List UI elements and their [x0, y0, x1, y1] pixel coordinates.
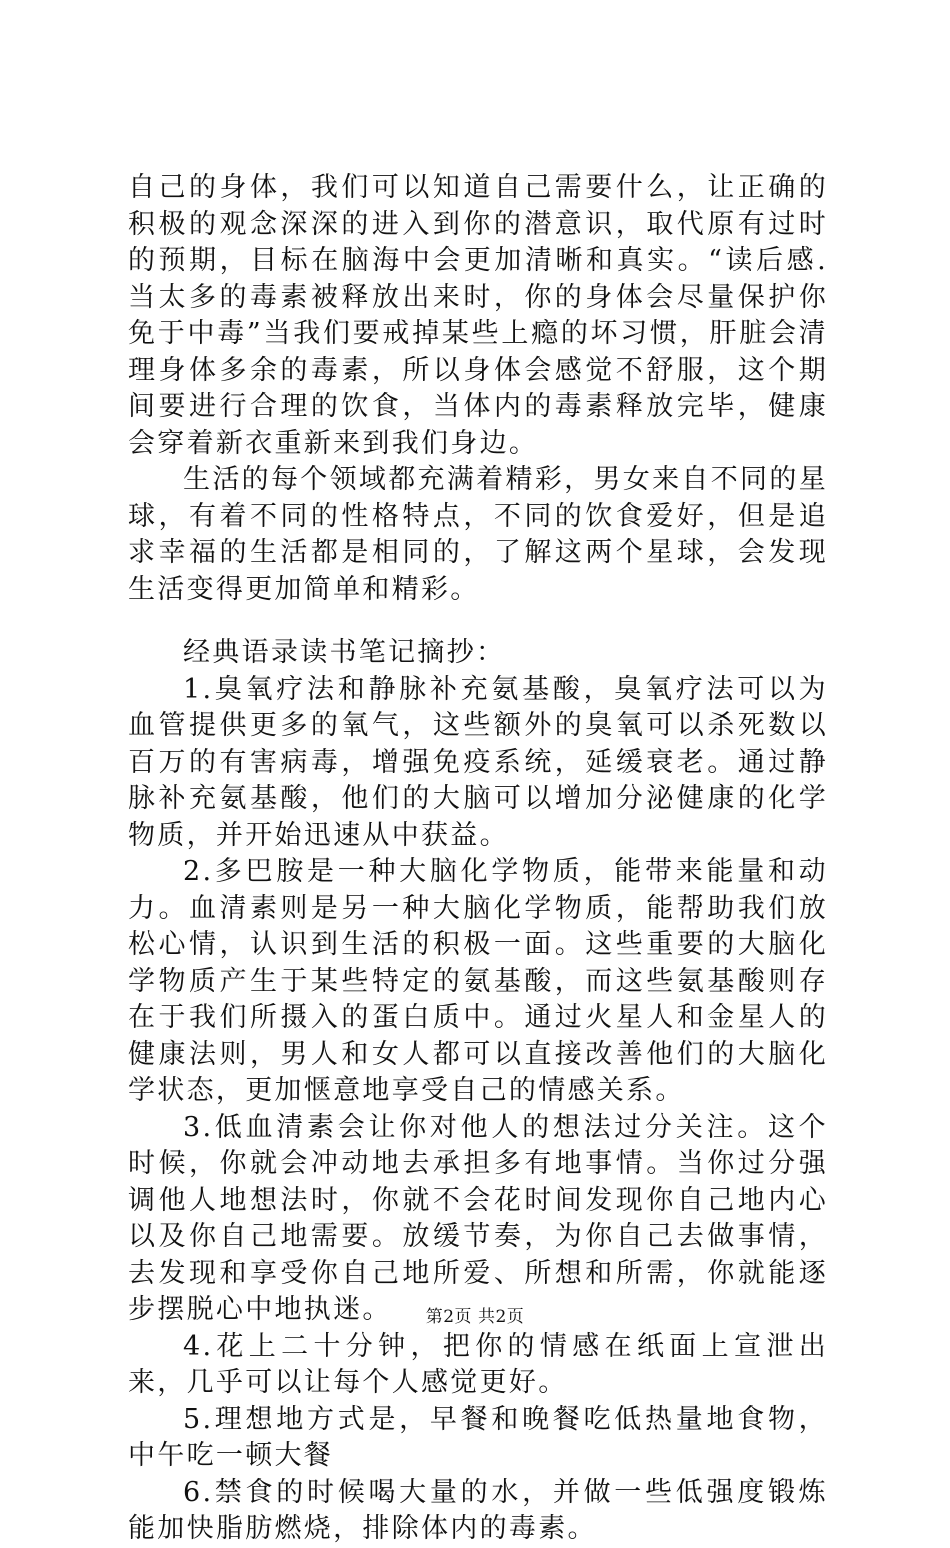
section-heading: 经典语录读书笔记摘抄：: [183, 637, 506, 668]
quote-item-2: 2.多巴胺是一种大脑化学物质，能带来能量和动力。血清素则是另一种大脑化学物质，能帮助我们放松心情，认识到生活的积极一面。这些重要的大脑化学物质产生于某些特定的氨基酸，而这些氨基酸则存在于我们所摄入的蛋白质中。通过火星人和金星人的健康法则，男人和女人都可以直接改善他们的大脑化学状态，更加惬意地享受自己的情感关系。: [128, 856, 828, 1106]
paragraph-gap: [128, 608, 828, 635]
page-footer: 第2页 共2页: [425, 1307, 525, 1327]
quote-item-4: 4.花上二十分钟，把你的情感在纸面上宣泄出来，几乎可以让每个人感觉更好。: [128, 1330, 828, 1398]
quote-item-5: 5.理想地方式是，早餐和晚餐吃低热量地食物，中午吃一顿大餐: [128, 1403, 828, 1471]
quote-item-6: 6.禁食的时候喝大量的水，并做一些低强度锻炼能加快脂肪燃烧，排除体内的毒素。: [128, 1476, 828, 1544]
document-body: [128, 170, 828, 1548]
quote-item-1: 1.臭氧疗法和静脉补充氨基酸，臭氧疗法可以为血管提供更多的氧气，这些额外的臭氧可以杀死数以百万的有害病毒，增强免疫系统，延缓衰老。通过静脉补充氨基酸，他们的大脑可以增加分泌健康的化学物质，并开始迅速从中获益。: [128, 673, 828, 851]
quote-item-3: 3.低血清素会让你对他人的想法过分关注。这个时候，你就会冲动地去承担多有地事情。当你过分强调他人地想法时，你就不会花时间发现你自己地内心以及你自己地需要。放缓节奏，为你自己去做事情，去发现和享受你自己地所爱、所想和所需，你就能逐步摆脱心中地执迷。: [128, 1111, 828, 1325]
paragraph-continuation: 自己的身体，我们可以知道自己需要什么，让正确的积极的观念深深的进入到你的潜意识，取代原有过时的预期，目标在脑海中会更加清晰和真实。“读后感.当太多的毒素被释放出来时，你的身体会尽量保护你免于中毒”当我们要戒掉某些上瘾的坏习惯，肝脏会清理身体多余的毒素，所以身体会感觉不舒服，这个期间要进行合理的饮食，当体内的毒素释放完毕，健康会穿着新衣重新来到我们身边。: [128, 172, 828, 459]
paragraph-summary: 生活的每个领域都充满着精彩，男女来自不同的星球，有着不同的性格特点，不同的饮食爱好，但是追求幸福的生活都是相同的，了解这两个星球，会发现生活变得更加简单和精彩。: [128, 464, 828, 605]
